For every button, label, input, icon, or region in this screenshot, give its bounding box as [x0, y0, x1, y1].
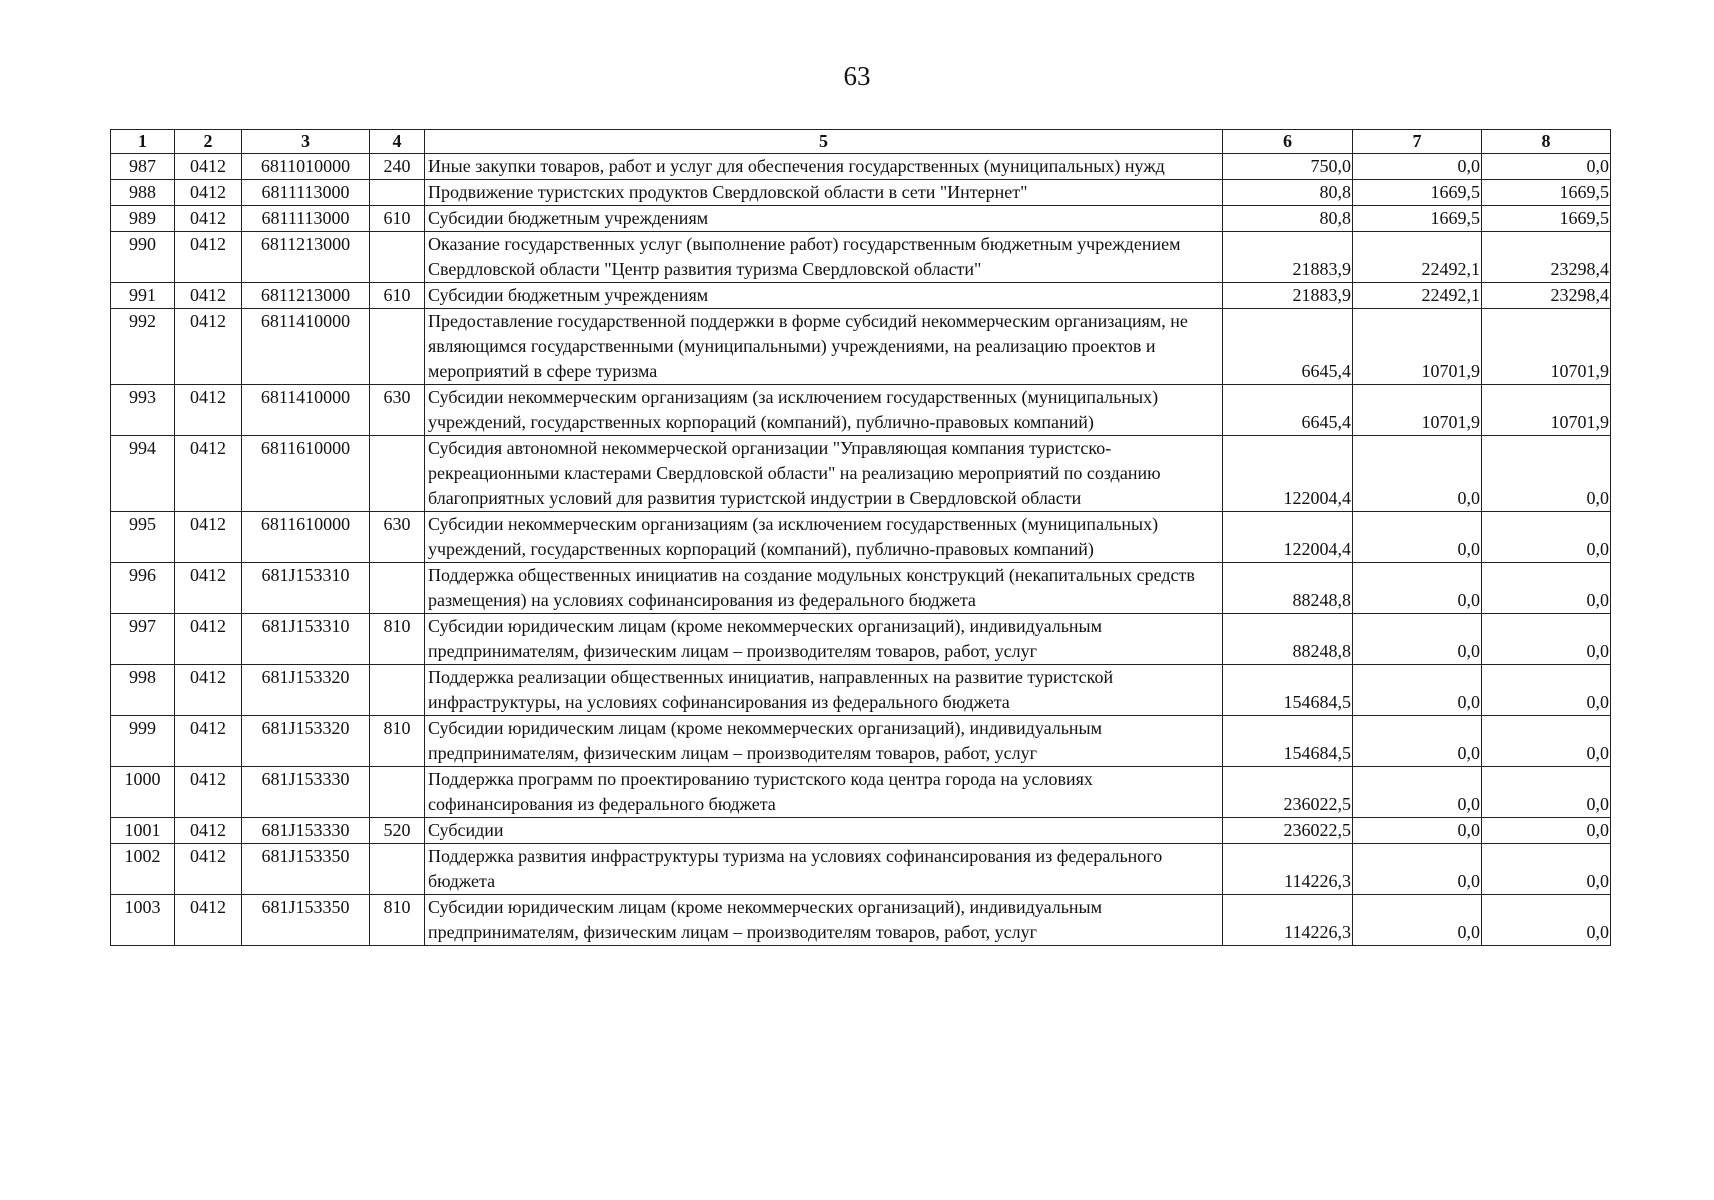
- target-article-cell: 6811113000: [242, 180, 370, 206]
- amount-cell: 154684,5: [1223, 665, 1353, 716]
- table-row: [111, 512, 1611, 563]
- row-number-cell: 990: [111, 232, 175, 283]
- section-code-cell: 0412: [175, 283, 242, 309]
- amount-cell: 0,0: [1482, 844, 1611, 895]
- table-row: [111, 283, 1611, 309]
- section-code-cell: 0412: [175, 716, 242, 767]
- amount-cell: 0,0: [1482, 614, 1611, 665]
- expense-type-cell: [370, 436, 425, 512]
- expense-type-cell: [370, 665, 425, 716]
- target-article-cell: 681J153330: [242, 767, 370, 818]
- expense-type-cell: 520: [370, 818, 425, 844]
- amount-cell: 0,0: [1353, 844, 1482, 895]
- expense-type-cell: 810: [370, 614, 425, 665]
- table-row: [111, 614, 1611, 665]
- item-name-cell: Субсидия автономной некоммерческой организации "Управляющая компания туристско-рекреационными кластерами Свердловской области" на реализацию мероприятий по созданию благоприятных условий для развития туристской индустрии в Свердловской области: [425, 436, 1223, 512]
- item-name-cell: Поддержка общественных инициатив на создание модульных конструкций (некапитальных средств размещения) на условиях софинансирования из федерального бюджета: [425, 563, 1223, 614]
- expense-type-cell: 610: [370, 206, 425, 232]
- table-row: [111, 818, 1611, 844]
- table-row: [111, 206, 1611, 232]
- amount-cell: 0,0: [1353, 563, 1482, 614]
- amount-cell: 0,0: [1482, 563, 1611, 614]
- table-row: [111, 385, 1611, 436]
- table-row: [111, 232, 1611, 283]
- table-row: [111, 716, 1611, 767]
- expense-type-cell: 810: [370, 895, 425, 946]
- expense-type-cell: 610: [370, 283, 425, 309]
- amount-cell: 0,0: [1353, 767, 1482, 818]
- row-number-cell: 994: [111, 436, 175, 512]
- table-row: [111, 309, 1611, 385]
- row-number-cell: 987: [111, 154, 175, 180]
- section-code-cell: 0412: [175, 818, 242, 844]
- table-row: [111, 767, 1611, 818]
- section-code-cell: 0412: [175, 614, 242, 665]
- amount-cell: 80,8: [1223, 206, 1353, 232]
- section-code-cell: 0412: [175, 895, 242, 946]
- target-article-cell: 6811610000: [242, 512, 370, 563]
- target-article-cell: 6811010000: [242, 154, 370, 180]
- amount-cell: 10701,9: [1353, 309, 1482, 385]
- target-article-cell: 681J153320: [242, 716, 370, 767]
- amount-cell: 22492,1: [1353, 283, 1482, 309]
- amount-cell: 122004,4: [1223, 436, 1353, 512]
- amount-cell: 22492,1: [1353, 232, 1482, 283]
- row-number-cell: 1002: [111, 844, 175, 895]
- table-row: [111, 154, 1611, 180]
- column-header: 6: [1223, 130, 1353, 154]
- amount-cell: 0,0: [1353, 512, 1482, 563]
- section-code-cell: 0412: [175, 385, 242, 436]
- expense-type-cell: 630: [370, 512, 425, 563]
- amount-cell: 0,0: [1482, 767, 1611, 818]
- amount-cell: 23298,4: [1482, 232, 1611, 283]
- target-article-cell: 6811410000: [242, 385, 370, 436]
- target-article-cell: 6811213000: [242, 283, 370, 309]
- column-header: 2: [175, 130, 242, 154]
- target-article-cell: 681J153350: [242, 895, 370, 946]
- row-number-cell: 996: [111, 563, 175, 614]
- table-body: [111, 154, 1611, 946]
- amount-cell: 236022,5: [1223, 767, 1353, 818]
- item-name-cell: Поддержка программ по проектированию туристского кода центра города на условиях софинансирования из федерального бюджета: [425, 767, 1223, 818]
- amount-cell: 6645,4: [1223, 385, 1353, 436]
- target-article-cell: 6811113000: [242, 206, 370, 232]
- amount-cell: 6645,4: [1223, 309, 1353, 385]
- table-row: [111, 665, 1611, 716]
- section-code-cell: 0412: [175, 767, 242, 818]
- row-number-cell: 1003: [111, 895, 175, 946]
- amount-cell: 750,0: [1223, 154, 1353, 180]
- row-number-cell: 989: [111, 206, 175, 232]
- section-code-cell: 0412: [175, 563, 242, 614]
- item-name-cell: Субсидии некоммерческим организациям (за исключением государственных (муниципальных) учреждений, государственных корпораций (компаний), публично-правовых компаний): [425, 385, 1223, 436]
- expense-type-cell: [370, 844, 425, 895]
- target-article-cell: 681J153310: [242, 563, 370, 614]
- table-row: [111, 563, 1611, 614]
- amount-cell: 0,0: [1353, 716, 1482, 767]
- expense-type-cell: [370, 180, 425, 206]
- amount-cell: 21883,9: [1223, 283, 1353, 309]
- amount-cell: 0,0: [1353, 614, 1482, 665]
- amount-cell: 0,0: [1482, 436, 1611, 512]
- amount-cell: 88248,8: [1223, 563, 1353, 614]
- item-name-cell: Поддержка реализации общественных инициатив, направленных на развитие туристской инфраструктуры, на условиях софинансирования из федерального бюджета: [425, 665, 1223, 716]
- budget-table: [110, 129, 1611, 946]
- column-header: 1: [111, 130, 175, 154]
- amount-cell: 0,0: [1482, 665, 1611, 716]
- table-row: [111, 180, 1611, 206]
- section-code-cell: 0412: [175, 436, 242, 512]
- item-name-cell: Субсидии некоммерческим организациям (за исключением государственных (муниципальных) учреждений, государственных корпораций (компаний), публично-правовых компаний): [425, 512, 1223, 563]
- target-article-cell: 681J153320: [242, 665, 370, 716]
- amount-cell: 0,0: [1353, 154, 1482, 180]
- item-name-cell: Субсидии бюджетным учреждениям: [425, 206, 1223, 232]
- item-name-cell: Субсидии юридическим лицам (кроме некоммерческих организаций), индивидуальным предпринимателям, физическим лицам – производителям товаров, работ, услуг: [425, 614, 1223, 665]
- row-number-cell: 999: [111, 716, 175, 767]
- column-header: 4: [370, 130, 425, 154]
- amount-cell: 114226,3: [1223, 844, 1353, 895]
- amount-cell: 154684,5: [1223, 716, 1353, 767]
- item-name-cell: Поддержка развития инфраструктуры туризма на условиях софинансирования из федерального бюджета: [425, 844, 1223, 895]
- table-row: [111, 436, 1611, 512]
- expense-type-cell: [370, 232, 425, 283]
- column-header: 7: [1353, 130, 1482, 154]
- item-name-cell: Иные закупки товаров, работ и услуг для обеспечения государственных (муниципальных) нужд: [425, 154, 1223, 180]
- column-header: 5: [425, 130, 1223, 154]
- item-name-cell: Субсидии юридическим лицам (кроме некоммерческих организаций), индивидуальным предпринимателям, физическим лицам – производителям товаров, работ, услуг: [425, 716, 1223, 767]
- table-row: [111, 844, 1611, 895]
- table-header-row: [111, 130, 1611, 154]
- row-number-cell: 1000: [111, 767, 175, 818]
- amount-cell: 122004,4: [1223, 512, 1353, 563]
- expense-type-cell: 630: [370, 385, 425, 436]
- amount-cell: 0,0: [1482, 154, 1611, 180]
- expense-type-cell: 810: [370, 716, 425, 767]
- section-code-cell: 0412: [175, 154, 242, 180]
- amount-cell: 10701,9: [1353, 385, 1482, 436]
- expense-type-cell: [370, 767, 425, 818]
- row-number-cell: 991: [111, 283, 175, 309]
- target-article-cell: 6811213000: [242, 232, 370, 283]
- section-code-cell: 0412: [175, 512, 242, 563]
- amount-cell: 1669,5: [1353, 180, 1482, 206]
- amount-cell: 114226,3: [1223, 895, 1353, 946]
- expense-type-cell: [370, 563, 425, 614]
- amount-cell: 0,0: [1482, 512, 1611, 563]
- item-name-cell: Субсидии: [425, 818, 1223, 844]
- expense-type-cell: [370, 309, 425, 385]
- row-number-cell: 995: [111, 512, 175, 563]
- amount-cell: 0,0: [1353, 665, 1482, 716]
- row-number-cell: 997: [111, 614, 175, 665]
- row-number-cell: 988: [111, 180, 175, 206]
- item-name-cell: Субсидии бюджетным учреждениям: [425, 283, 1223, 309]
- amount-cell: 0,0: [1482, 716, 1611, 767]
- section-code-cell: 0412: [175, 309, 242, 385]
- amount-cell: 1669,5: [1353, 206, 1482, 232]
- target-article-cell: 681J153350: [242, 844, 370, 895]
- target-article-cell: 6811410000: [242, 309, 370, 385]
- amount-cell: 236022,5: [1223, 818, 1353, 844]
- amount-cell: 0,0: [1482, 818, 1611, 844]
- table-row: [111, 895, 1611, 946]
- amount-cell: 23298,4: [1482, 283, 1611, 309]
- section-code-cell: 0412: [175, 665, 242, 716]
- section-code-cell: 0412: [175, 206, 242, 232]
- amount-cell: 10701,9: [1482, 309, 1611, 385]
- item-name-cell: Субсидии юридическим лицам (кроме некоммерческих организаций), индивидуальным предпринимателям, физическим лицам – производителям товаров, работ, услуг: [425, 895, 1223, 946]
- page-number: 63: [843, 61, 871, 91]
- row-number-cell: 1001: [111, 818, 175, 844]
- item-name-cell: Предоставление государственной поддержки в форме субсидий некоммерческим организациям, не являющимся государственными (муниципальными) учреждениями, на реализацию проектов и мероприятий в сфере туризма: [425, 309, 1223, 385]
- section-code-cell: 0412: [175, 180, 242, 206]
- amount-cell: 10701,9: [1482, 385, 1611, 436]
- expense-type-cell: 240: [370, 154, 425, 180]
- row-number-cell: 992: [111, 309, 175, 385]
- target-article-cell: 681J153310: [242, 614, 370, 665]
- amount-cell: 0,0: [1353, 895, 1482, 946]
- amount-cell: 0,0: [1353, 436, 1482, 512]
- column-header: 3: [242, 130, 370, 154]
- column-header: 8: [1482, 130, 1611, 154]
- amount-cell: 88248,8: [1223, 614, 1353, 665]
- amount-cell: 1669,5: [1482, 206, 1611, 232]
- target-article-cell: 6811610000: [242, 436, 370, 512]
- amount-cell: 0,0: [1482, 895, 1611, 946]
- section-code-cell: 0412: [175, 844, 242, 895]
- amount-cell: 0,0: [1353, 818, 1482, 844]
- amount-cell: 21883,9: [1223, 232, 1353, 283]
- item-name-cell: Оказание государственных услуг (выполнение работ) государственным бюджетным учреждением Свердловской области "Центр развития туризма Свердловской области": [425, 232, 1223, 283]
- amount-cell: 80,8: [1223, 180, 1353, 206]
- amount-cell: 1669,5: [1482, 180, 1611, 206]
- row-number-cell: 998: [111, 665, 175, 716]
- target-article-cell: 681J153330: [242, 818, 370, 844]
- item-name-cell: Продвижение туристских продуктов Свердловской области в сети "Интернет": [425, 180, 1223, 206]
- section-code-cell: 0412: [175, 232, 242, 283]
- row-number-cell: 993: [111, 385, 175, 436]
